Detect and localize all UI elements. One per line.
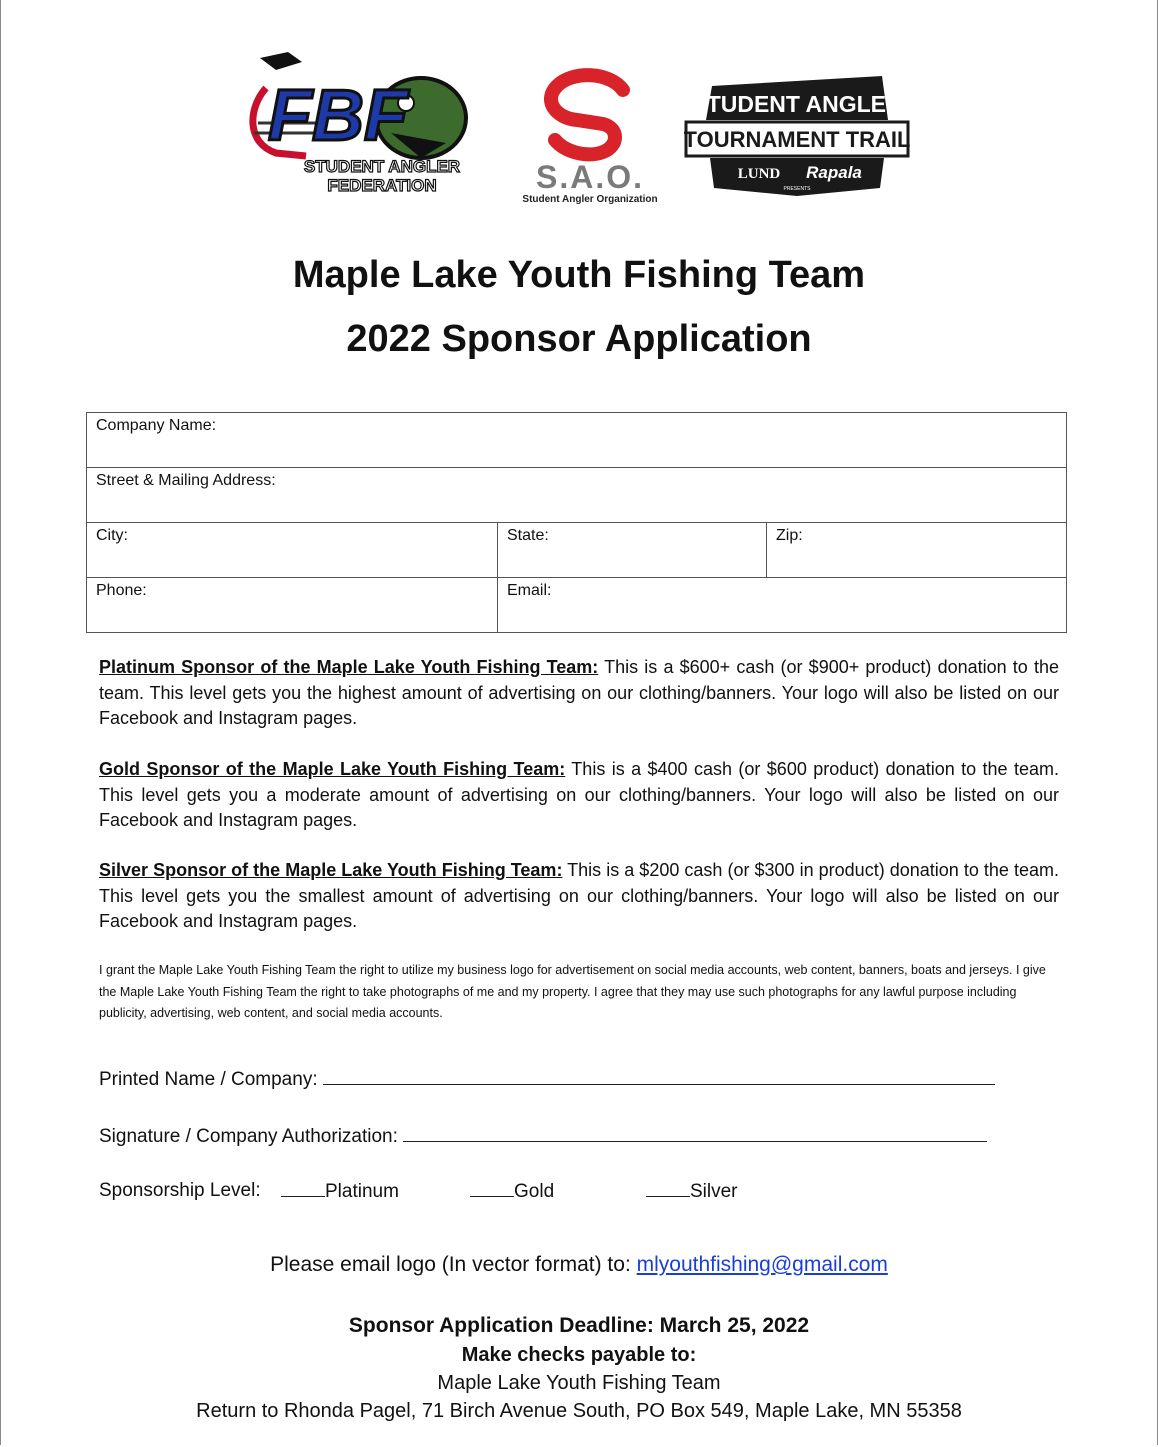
zip-field[interactable] — [767, 523, 1067, 578]
option-platinum-label: Platinum — [325, 1181, 399, 1202]
fbf-line2: FEDERATION — [327, 176, 437, 195]
city-field[interactable] — [87, 523, 498, 578]
city-label: City: — [96, 527, 128, 544]
silver-description — [99, 858, 1059, 935]
platinum-heading: Platinum Sponsor of the Maple Lake Youth Fishing Team: — [99, 657, 599, 677]
payee-name: Maple Lake Youth Fishing Team — [437, 1372, 721, 1394]
option-gold[interactable] — [470, 1180, 554, 1203]
company-name-field[interactable] — [87, 413, 1067, 468]
state-field[interactable] — [498, 523, 767, 578]
fbf-logo — [246, 48, 474, 198]
option-silver-label: Silver — [690, 1181, 738, 1202]
sao-subtitle: Student Angler Organization — [522, 194, 658, 205]
signature-line[interactable] — [403, 1123, 987, 1142]
email-field[interactable] — [498, 578, 1067, 633]
sat-presents: PRESENTS — [783, 186, 811, 192]
signature-label: Signature / Company Authorization: — [99, 1126, 398, 1147]
platinum-blank[interactable] — [281, 1180, 325, 1197]
page-title: Maple Lake Youth Fishing Team — [292, 254, 866, 296]
signature-row — [99, 1123, 987, 1148]
sat-line1: STUDENT ANGLER — [691, 91, 903, 117]
address-label: Street & Mailing Address: — [96, 472, 276, 489]
option-gold-label: Gold — [514, 1181, 555, 1202]
silver-blank[interactable] — [646, 1180, 690, 1197]
company-name-label: Company Name: — [96, 417, 217, 434]
sponsorship-level-label: Sponsorship Level: — [99, 1180, 261, 1201]
sat-logo — [684, 74, 910, 198]
gold-text: This is a $400 cash (or $600 product) donation to the team. This level gets you a moderate amount of advertising on our clothing/banners. Your logo will also be listed on our Facebook and Instagram pages. — [99, 759, 1059, 830]
address-field[interactable] — [87, 468, 1067, 523]
printed-name-line[interactable] — [323, 1066, 995, 1085]
sat-rapala: Rapala — [806, 163, 862, 182]
release-statement: I grant the Maple Lake Youth Fishing Team the right to utilize my business logo for advertisement on social media accounts, web content, banners, boats and jerseys. I give the Maple Lake Youth Fishing Team the right to take photographs of me and my property. I agree that they may use such photographs for any lawful purpose including publicity, advertising, web content, and social media accounts. — [99, 963, 1046, 1020]
sao-logo — [515, 68, 665, 206]
level-row — [99, 1180, 261, 1202]
email-note-text: Please email logo (In vector format) to: — [270, 1253, 631, 1276]
printed-name-row — [99, 1066, 995, 1091]
email-note — [0, 1253, 1158, 1277]
fbf-letters: FBF — [268, 76, 408, 156]
platinum-description — [99, 655, 1059, 732]
email-link[interactable]: mlyouthfishing@gmail.com — [636, 1253, 888, 1276]
phone-field[interactable] — [87, 578, 498, 633]
silver-text: This is a $200 cash (or $300 in product) donation to the team. This level gets you the smallest amount of advertising on our clothing/banners. Your logo will also be listed on our Facebook and Instagram pages. — [99, 860, 1059, 931]
return-address: Return to Rhonda Pagel, 71 Birch Avenue South, PO Box 549, Maple Lake, MN 55358 — [196, 1400, 962, 1422]
fbf-line1: STUDENT ANGLER — [303, 157, 461, 176]
option-platinum[interactable] — [281, 1180, 399, 1203]
gold-blank[interactable] — [470, 1180, 514, 1197]
sao-letters: S.A.O. — [535, 159, 645, 195]
gold-heading: Gold Sponsor of the Maple Lake Youth Fishing Team: — [99, 759, 566, 779]
phone-label: Phone: — [96, 582, 147, 599]
page-subtitle: 2022 Sponsor Application — [346, 318, 812, 360]
contact-form — [86, 412, 1067, 633]
email-label: Email: — [507, 582, 552, 599]
silver-heading: Silver Sponsor of the Maple Lake Youth Fishing Team: — [99, 860, 563, 880]
platinum-text: This is a $600+ cash (or $900+ product) donation to the team. This level gets you the highest amount of advertising on our clothing/banners. Your logo will also be listed on our Facebook and Instagram pages. — [99, 657, 1060, 728]
option-silver[interactable] — [646, 1180, 738, 1203]
state-label: State: — [507, 527, 549, 544]
checks-payable: Make checks payable to: — [461, 1344, 697, 1366]
deadline: Sponsor Application Deadline: March 25, 2022 — [348, 1314, 810, 1337]
sat-lund: LUND — [737, 166, 781, 182]
zip-label: Zip: — [776, 527, 803, 544]
printed-name-label: Printed Name / Company: — [99, 1069, 318, 1090]
sat-line2: TOURNAMENT TRAIL — [684, 127, 910, 152]
gold-description — [99, 757, 1059, 834]
